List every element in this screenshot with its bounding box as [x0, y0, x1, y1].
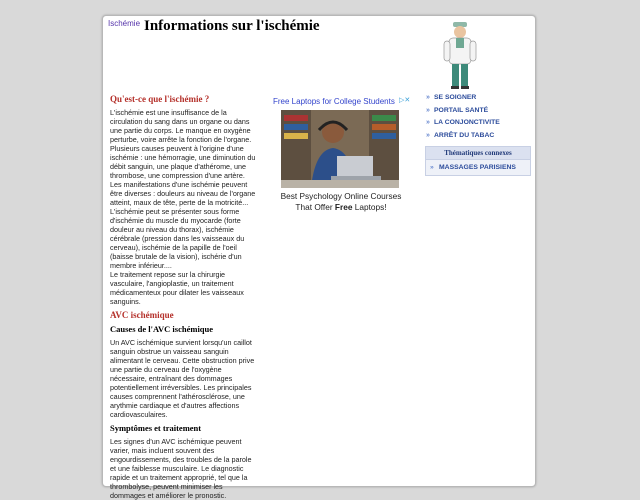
ischemia-paragraph: L'ischémie est une insuffisance de la circulation du sang dans un organe ou dans une partie du corps. Le manque en oxygène perturbe, voire arrête la fonction de l'organe. Plusieurs causes peuvent à l'origine d'une ischémie : une hémorragie, une diminution du débit sanguin, une plaque d'athérome, une thrombose, une compression d'une artère. Les manifestations d'une ischémie peuvent être diverses : douleurs au niveau de l'organe atteint, maux de tête, perte de la motricité... L'ischémie peut se présenter sous forme d'ischémie du muscle du myocarde (forte douleur au niveau du thorax), ischémie cérébrale (pression dans les vaisseaux du cerveau), ischémie de la papille de l'oeil (baisse brutale de la vision), ischérie d'un membre inférieur.... [110, 108, 256, 270]
doctor-illustration [439, 21, 481, 91]
causes-heading: Causes de l'AVC ischémique [110, 324, 214, 334]
ad-choices-icon[interactable]: ▷✕ [399, 97, 411, 104]
causes-paragraph: Un AVC ischémique survient lorsqu'un caillot sanguin obstrue un vaisseau sanguin alimentant le cerveau. Cette obstruction prive une partie du cerveau de l'oxygène nécessaire, entraînant des dommages potentiellement irréversibles. Les principales causes comprennent l'athérosclérose, une arythmie cardiaque et d'autres affections cardiovasculaires. [110, 338, 255, 419]
nav-link-arret-tabac[interactable]: » ARRÊT DU TABAC [425, 130, 531, 143]
breadcrumb-link[interactable]: Ischémie [108, 19, 141, 28]
nav-link-conjonctivite[interactable]: » LA CONJONCTIVITE [425, 117, 531, 130]
related-link-massages[interactable]: » MASSAGES PARISIENS [426, 160, 530, 175]
sidebar [425, 92, 531, 176]
ad-headline[interactable]: Free Laptops for College Students [273, 97, 395, 106]
treatment-paragraph: Le traitement repose sur la chirurgie vasculaire, l'angioplastie, un traitement médicamenteux pour dilater les vaisseaux sanguins. [110, 270, 244, 306]
ad-image[interactable] [281, 110, 399, 188]
sidebar-nav [425, 92, 531, 142]
page-card [102, 15, 536, 500]
section-heading-ischemia: Qu'est-ce que l'ischémie ? [110, 94, 210, 104]
related-topics-title: Thématiques connexes [426, 147, 530, 160]
nav-link-se-soigner[interactable]: » SE SOIGNER [425, 92, 531, 105]
nav-link-portail-sante[interactable]: » PORTAIL SANTÉ [425, 105, 531, 118]
ad-caption[interactable]: Best Psychology Online Courses That Offer Free Laptops! [280, 191, 402, 212]
symptoms-paragraph: Les signes d'un AVC ischémique peuvent varier, mais incluent souvent des engourdissements, des troubles de la parole et une faiblesse musculaire. Le diagnostic rapide et un traitement approprié, tel que la thrombolyse, peuvent minimiser les dommages et améliorer le pronostic. [110, 437, 252, 500]
symptoms-heading: Symptômes et traitement [110, 423, 202, 433]
main-content [110, 95, 258, 500]
advertisement[interactable] [273, 96, 409, 236]
page-title: Informations sur l'ischémie [144, 18, 320, 34]
related-topics-box [425, 146, 531, 176]
section-heading-avc: AVC ischémique [110, 310, 174, 320]
